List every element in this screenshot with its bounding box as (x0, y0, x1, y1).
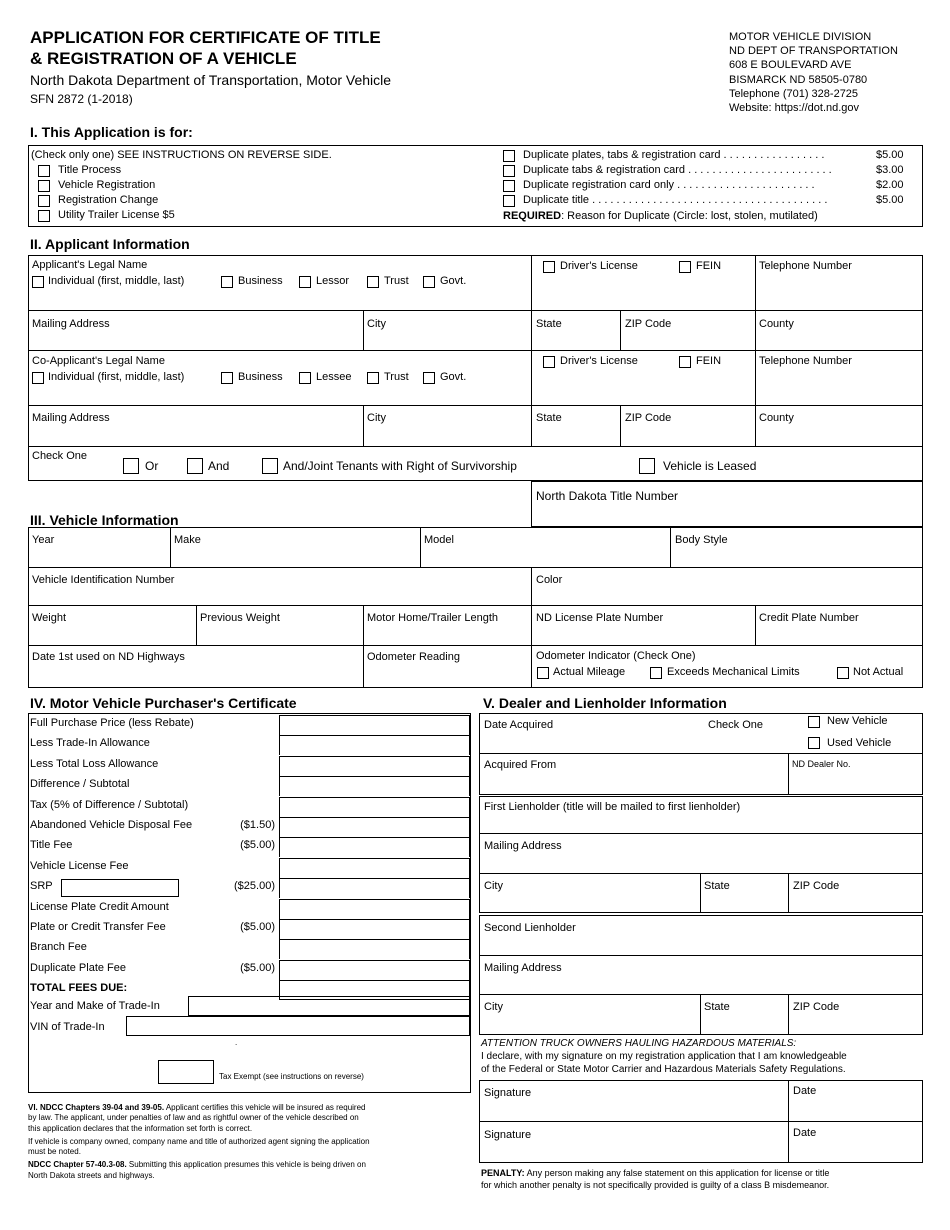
applicant-trust-checkbox[interactable] (367, 276, 379, 288)
applicant-trust-label: Trust (384, 275, 409, 287)
dup-tabs-label: Duplicate tabs & registration card . . . . . . . . . . . . . . . . . . . . . . . . (523, 164, 832, 176)
coapplicant-business-label: Business (238, 371, 283, 383)
vehicle-leased-checkbox[interactable] (639, 458, 655, 474)
coapplicant-trust-checkbox[interactable] (367, 372, 379, 384)
previous-weight-label: Previous Weight (200, 612, 280, 624)
dup-tabs-price: $3.00 (876, 164, 904, 176)
fee-amount-field[interactable] (279, 960, 470, 980)
registration-change-checkbox[interactable] (38, 195, 50, 207)
form-number: SFN 2872 (1-2018) (30, 92, 133, 106)
plate-number-label: ND License Plate Number (536, 612, 664, 624)
applicant-dl-label: Driver's License (560, 260, 638, 272)
actual-mileage-checkbox[interactable] (537, 667, 549, 679)
signature-1-label: Signature (484, 1087, 532, 1099)
dealer-number-label: ND Dealer No. (792, 759, 851, 769)
fee-amount: ($5.00) (240, 962, 275, 974)
registration-change-label: Registration Change (58, 194, 159, 206)
fee-label: Less Total Loss Allowance (30, 758, 159, 770)
body-style-label: Body Style (675, 534, 728, 546)
trade-in-year-make-field[interactable] (188, 996, 470, 1016)
and-label: And (208, 459, 230, 473)
year-label: Year (32, 534, 55, 546)
section-5-heading: V. Dealer and Lienholder Information (483, 695, 727, 711)
fee-amount: ($25.00) (234, 880, 275, 892)
applicant-legal-name-label: Applicant's Legal Name (32, 259, 148, 271)
section-3-box (28, 527, 923, 688)
odometer-reading-label: Odometer Reading (367, 651, 460, 663)
date-2-label: Date (793, 1127, 817, 1139)
fee-label: Difference / Subtotal (30, 778, 130, 790)
coapplicant-county-label: County (759, 412, 794, 424)
form-title-2: & REGISTRATION OF A VEHICLE (30, 49, 297, 68)
odometer-indicator-label: Odometer Indicator (Check One) (536, 650, 696, 662)
section-2-box (28, 255, 923, 481)
form-title-1: APPLICATION FOR CERTIFICATE OF TITLE (30, 28, 381, 47)
fee-amount-field[interactable] (279, 715, 470, 735)
trade-in-vin-label: VIN of Trade-In (30, 1021, 105, 1033)
weight-label: Weight (32, 612, 67, 624)
coapplicant-business-checkbox[interactable] (221, 372, 233, 384)
fee-amount-field[interactable] (279, 735, 470, 755)
penalty-line-1: PENALTY: Any person making any false statement on this application for license or title (481, 1168, 830, 1178)
applicant-fein-label: FEIN (696, 260, 722, 272)
make-label: Make (174, 534, 201, 546)
fee-amount-field[interactable] (279, 756, 470, 776)
fee-amount: ($5.00) (240, 839, 275, 851)
form-subtitle: North Dakota Department of Transportation, Motor Vehicle (30, 72, 392, 88)
joint-tenants-checkbox[interactable] (262, 458, 278, 474)
second-lien-state-label: State (704, 1001, 730, 1013)
first-lienholder-box (479, 796, 923, 913)
new-vehicle-checkbox[interactable] (808, 716, 820, 728)
fee-amount-field[interactable] (279, 939, 470, 959)
agency-address: MOTOR VEHICLE DIVISION ND DEPT OF TRANSPORTATION 608 E BOULEVARD AVE BISMARCK ND 58505-0780 Telephone (701) 328-2725 Website: https://dot.nd.gov (729, 31, 898, 115)
fee-label: Less Trade-In Allowance (30, 737, 150, 749)
coapplicant-lessee-label: Lessee (316, 371, 352, 383)
exceeds-limits-checkbox[interactable] (650, 667, 662, 679)
or-label: Or (145, 459, 159, 473)
not-actual-label: Not Actual (853, 666, 904, 678)
vin-label: Vehicle Identification Number (32, 574, 175, 586)
coapplicant-state-label: State (536, 412, 562, 424)
vehicle-leased-label: Vehicle is Leased (663, 459, 757, 473)
coapplicant-zip-label: ZIP Code (625, 412, 672, 424)
first-lien-state-label: State (704, 880, 730, 892)
section-1-heading: I. This Application is for: (30, 124, 193, 140)
motor-home-length-label: Motor Home/Trailer Length (367, 612, 499, 624)
fee-amount-field[interactable] (279, 878, 470, 898)
applicant-individual-label: Individual (first, middle, last) (48, 275, 185, 287)
nd-title-number-label: North Dakota Title Number (536, 489, 679, 503)
applicant-county-label: County (759, 318, 794, 330)
hazmat-declaration-1: I declare, with my signature on my registration application that I am knowledgeable (481, 1051, 847, 1062)
color-label: Color (536, 574, 563, 586)
hazmat-attention: ATTENTION TRUCK OWNERS HAULING HAZARDOUS MATERIALS: (481, 1038, 797, 1049)
fee-amount: ($1.50) (240, 819, 275, 831)
trade-in-year-make-label: Year and Make of Trade-In (30, 1000, 160, 1012)
utility-trailer-label: Utility Trailer License $5 (58, 209, 175, 221)
coapplicant-mailing-label: Mailing Address (32, 412, 110, 424)
check-one-instructions: (Check only one) SEE INSTRUCTIONS ON REVERSE SIDE. (31, 149, 332, 161)
coapplicant-legal-name-label: Co-Applicant's Legal Name (32, 355, 165, 367)
dup-plates-checkbox[interactable] (503, 150, 515, 162)
srp-input-field[interactable] (61, 879, 179, 897)
ownership-check-one-label: Check One (32, 450, 88, 462)
dup-title-price: $5.00 (876, 194, 904, 206)
nd-title-number-field[interactable] (531, 481, 923, 527)
tax-exempt-label: Tax Exempt (see instructions on reverse) (219, 1072, 364, 1081)
date-first-used-label: Date 1st used on ND Highways (32, 651, 185, 663)
section-6-text: VI. NDCC Chapters 39-04 and 39-05. Applicant certifies this vehicle will be insured as required by law. The applicant, under penalties of law and as rightful owner of the vehicle described on this application declares that the information set forth is correct. If vehicle is company owned, company name and title of authorized agent signing the application must be noted. NDCC Chapter 57-40.3-08. Submitting this application presumes this vehicle is being driven on North Dakota streets and highways. (28, 1103, 370, 1180)
vehicle-registration-label: Vehicle Registration (58, 179, 156, 191)
applicant-phone-label: Telephone Number (759, 260, 852, 272)
second-lien-zip-label: ZIP Code (793, 1001, 840, 1013)
applicant-mailing-label: Mailing Address (32, 318, 110, 330)
fee-label: Plate or Credit Transfer Fee (30, 921, 166, 933)
fee-label: Tax (5% of Difference / Subtotal) (30, 799, 189, 811)
applicant-state-label: State (536, 318, 562, 330)
coapplicant-city-label: City (367, 412, 386, 424)
penalty-line-2: for which another penalty is not specifically provided is guilty of a class B misdemeanor. (481, 1180, 830, 1190)
fee-label: SRP (30, 880, 53, 892)
coapplicant-fein-label: FEIN (696, 355, 722, 367)
coapplicant-fein-checkbox[interactable] (679, 356, 691, 368)
signature-2-label: Signature (484, 1129, 532, 1141)
acquired-from-label: Acquired From (484, 759, 557, 771)
model-label: Model (424, 534, 454, 546)
second-lienholder-label: Second Lienholder (484, 922, 576, 934)
dup-title-label: Duplicate title . . . . . . . . . . . . . . . . . . . . . . . . . . . . . . . . . . . . . . . (523, 194, 828, 206)
applicant-business-label: Business (238, 275, 283, 287)
actual-mileage-label: Actual Mileage (553, 666, 626, 678)
fee-label: Branch Fee (30, 941, 87, 953)
fee-label: Abandoned Vehicle Disposal Fee (30, 819, 193, 831)
applicant-fein-checkbox[interactable] (679, 261, 691, 273)
first-lien-zip-label: ZIP Code (793, 880, 840, 892)
date-1-label: Date (793, 1085, 817, 1097)
or-checkbox[interactable] (123, 458, 139, 474)
applicant-city-label: City (367, 318, 386, 330)
fee-label: License Plate Credit Amount (30, 901, 169, 913)
dup-reg-card-checkbox[interactable] (503, 180, 515, 192)
vehicle-condition-check-one: Check One (708, 719, 764, 731)
coapplicant-lessee-checkbox[interactable] (299, 372, 311, 384)
first-lien-city-label: City (484, 880, 503, 892)
fee-label: TOTAL FEES DUE: (30, 982, 128, 994)
dot-mark: . (235, 1038, 238, 1047)
dup-plates-label: Duplicate plates, tabs & registration card . . . . . . . . . . . . . . . . . (523, 149, 825, 161)
applicant-business-checkbox[interactable] (221, 276, 233, 288)
fee-amount-field[interactable] (279, 919, 470, 939)
dup-plates-price: $5.00 (876, 149, 904, 161)
fee-amount-field[interactable] (279, 776, 470, 796)
fee-label: Title Fee (30, 839, 73, 851)
coapplicant-phone-label: Telephone Number (759, 355, 852, 367)
coapplicant-individual-checkbox[interactable] (32, 372, 44, 384)
date-acquired-label: Date Acquired (484, 719, 554, 731)
joint-tenants-label: And/Joint Tenants with Right of Survivorship (283, 459, 517, 473)
coapplicant-individual-label: Individual (first, middle, last) (48, 371, 185, 383)
utility-trailer-checkbox[interactable] (38, 210, 50, 222)
applicant-lessor-checkbox[interactable] (299, 276, 311, 288)
fee-label: Vehicle License Fee (30, 860, 129, 872)
used-vehicle-checkbox[interactable] (808, 737, 820, 749)
section-2-heading: II. Applicant Information (30, 236, 190, 252)
applicant-dl-checkbox[interactable] (543, 261, 555, 273)
coapplicant-govt-label: Govt. (440, 371, 467, 383)
coapplicant-govt-checkbox[interactable] (423, 372, 435, 384)
fee-label: Duplicate Plate Fee (30, 962, 126, 974)
dup-reason: REQUIRED: Reason for Duplicate (Circle: lost, stolen, mutilated) (503, 210, 818, 222)
exceeds-limits-label: Exceeds Mechanical Limits (667, 666, 800, 678)
applicant-govt-checkbox[interactable] (423, 276, 435, 288)
fee-amount-field[interactable] (279, 837, 470, 857)
section-3-heading: III. Vehicle Information (30, 512, 179, 528)
dup-reg-card-label: Duplicate registration card only . . . . . . . . . . . . . . . . . . . . . . . (523, 179, 815, 191)
applicant-lessor-label: Lessor (316, 275, 350, 287)
coapplicant-dl-label: Driver's License (560, 355, 638, 367)
vehicle-registration-checkbox[interactable] (38, 180, 50, 192)
second-lien-mailing-label: Mailing Address (484, 962, 562, 974)
dup-title-checkbox[interactable] (503, 195, 515, 207)
and-checkbox[interactable] (187, 458, 203, 474)
credit-plate-label: Credit Plate Number (759, 612, 859, 624)
applicant-individual-checkbox[interactable] (32, 276, 44, 288)
title-process-checkbox[interactable] (38, 165, 50, 177)
fee-amount-field[interactable] (279, 899, 470, 919)
coapplicant-trust-label: Trust (384, 371, 409, 383)
fee-amount: ($5.00) (240, 921, 275, 933)
fee-label: Full Purchase Price (less Rebate) (30, 717, 194, 729)
coapplicant-dl-checkbox[interactable] (543, 356, 555, 368)
hazmat-declaration-2: of the Federal or State Motor Carrier and Hazardous Materials Safety Regulations. (481, 1064, 846, 1075)
fee-amount-field[interactable] (279, 858, 470, 878)
fee-amount-field[interactable] (279, 817, 470, 837)
tax-exempt-field[interactable] (158, 1060, 214, 1084)
second-lien-city-label: City (484, 1001, 503, 1013)
dup-tabs-checkbox[interactable] (503, 165, 515, 177)
used-vehicle-label: Used Vehicle (827, 737, 892, 749)
not-actual-checkbox[interactable] (837, 667, 849, 679)
title-process-label: Title Process (58, 164, 122, 176)
applicant-govt-label: Govt. (440, 275, 467, 287)
trade-in-vin-field[interactable] (126, 1016, 470, 1036)
dup-reg-card-price: $2.00 (876, 179, 904, 191)
first-lienholder-label: First Lienholder (title will be mailed to first lienholder) (484, 801, 741, 813)
section-4-heading: IV. Motor Vehicle Purchaser's Certificate (30, 695, 297, 711)
first-lien-mailing-label: Mailing Address (484, 840, 562, 852)
applicant-zip-label: ZIP Code (625, 318, 672, 330)
new-vehicle-label: New Vehicle (827, 715, 888, 727)
fee-amount-field[interactable] (279, 797, 470, 817)
